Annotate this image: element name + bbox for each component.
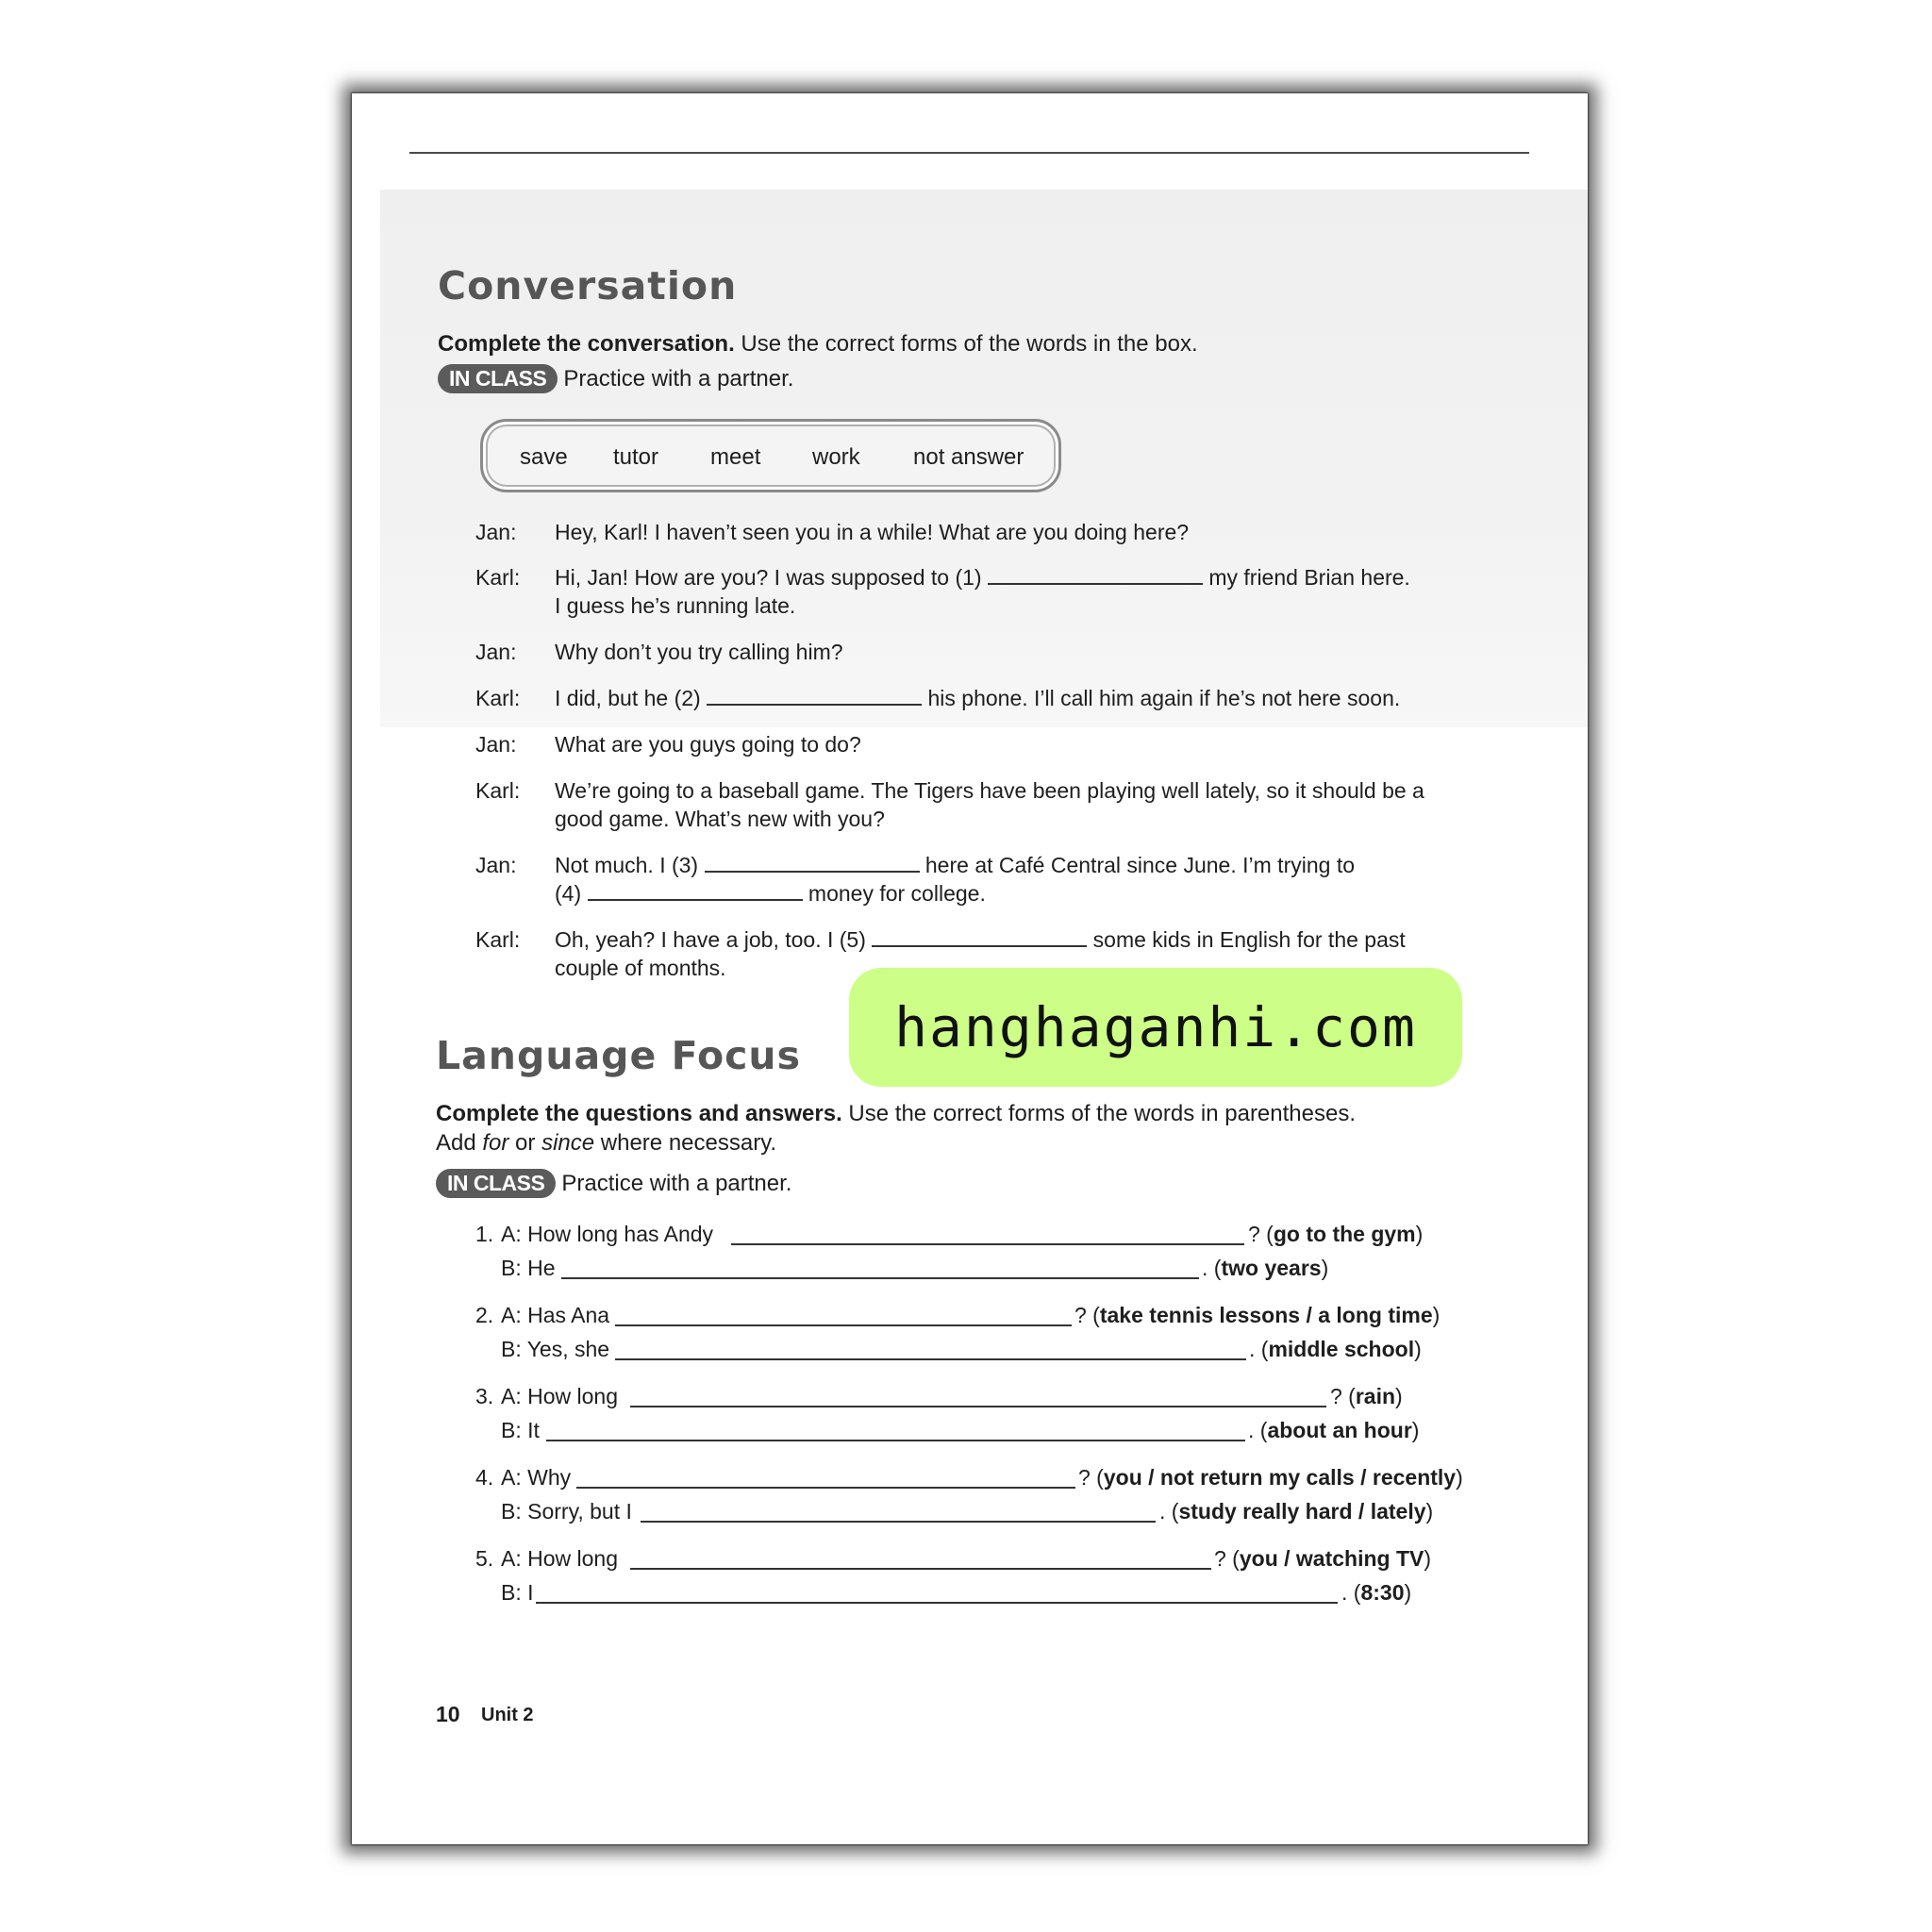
answer-line[interactable] <box>630 1568 1211 1570</box>
word-box-item: work <box>812 444 860 470</box>
conversation-title: Conversation <box>438 263 738 308</box>
speaker-label: Karl: <box>475 778 521 803</box>
hint-text: middle school <box>1268 1337 1415 1361</box>
hint-text: you / not return my calls / recently <box>1103 1465 1457 1490</box>
watermark-text: hanghaganhi.com <box>894 995 1417 1059</box>
punctuation: ? <box>1248 1222 1260 1246</box>
hint-text: go to the gym <box>1273 1222 1416 1246</box>
language-focus-title: Language Focus <box>436 1033 802 1078</box>
dialogue-line <box>555 563 1410 591</box>
dialogue-line <box>555 684 1400 712</box>
answer-line[interactable] <box>641 1521 1156 1523</box>
conversation-practice-row <box>438 364 793 393</box>
dialogue-text: money for college. <box>808 881 986 906</box>
question-b-hint: . (study really hard / lately) <box>1159 1499 1434 1524</box>
answer-line[interactable] <box>536 1602 1338 1604</box>
hint-text: take tennis lessons / a long time <box>1099 1303 1433 1327</box>
dialogue-text: Oh, yeah? I have a job, too. I (5) <box>555 927 866 952</box>
speaker-label: Jan: <box>475 853 517 877</box>
question-b-hint: . (middle school) <box>1249 1337 1422 1361</box>
language-focus-practice-row <box>436 1169 791 1198</box>
dialogue-line: Hey, Karl! I haven’t seen you in a while! What are you doing here? <box>555 520 1190 544</box>
question-a-prefix: A: How long <box>501 1384 619 1408</box>
word-box-item: meet <box>710 444 761 470</box>
question-number: 5. <box>475 1546 494 1571</box>
answer-line[interactable] <box>615 1324 1072 1326</box>
question-b-prefix: B: I <box>501 1580 534 1605</box>
instruction-text: Add <box>436 1130 483 1156</box>
dialogue-text: here at Café Central since June. I’m trying to <box>924 853 1355 877</box>
word-box-item: not answer <box>913 444 1024 470</box>
top-rule <box>409 152 1529 154</box>
practice-text: Practice with a partner. <box>561 1171 792 1196</box>
dialogue-line <box>555 879 986 908</box>
dialogue-text: my friend Brian here. <box>1208 565 1410 590</box>
conversation-instruction-bold: Complete the conversation. <box>438 331 735 357</box>
punctuation: . <box>1202 1256 1208 1280</box>
hint-text: rain <box>1355 1384 1396 1408</box>
question-number: 4. <box>475 1465 494 1490</box>
question-number: 1. <box>475 1222 494 1246</box>
question-a-hint: ? (you / watching TV) <box>1214 1546 1432 1571</box>
punctuation: ? <box>1078 1465 1091 1490</box>
dialogue-line: What are you guys going to do? <box>555 732 861 757</box>
in-class-badge: IN CLASS <box>438 364 558 393</box>
page-number: 10 <box>436 1702 460 1726</box>
language-focus-instruction-line2 <box>436 1130 776 1157</box>
answer-line[interactable] <box>546 1440 1245 1441</box>
hint-text: study really hard / lately <box>1178 1499 1426 1524</box>
word-box-item: tutor <box>613 444 659 470</box>
question-a-prefix: A: How long has Andy <box>501 1222 714 1246</box>
dialogue-line: good game. What’s new with you? <box>555 807 885 831</box>
punctuation: . <box>1249 1337 1256 1361</box>
punctuation: ? <box>1330 1384 1342 1408</box>
dialogue-line: couple of months. <box>555 956 726 980</box>
word-box <box>480 419 1061 492</box>
speaker-label: Karl: <box>475 927 521 952</box>
dialogue-line <box>555 851 1355 879</box>
instruction-since: since <box>541 1130 595 1156</box>
language-focus-instruction-rest: Use the correct forms of the words in parentheses. <box>841 1101 1357 1126</box>
conversation-instruction-rest: Use the correct forms of the words in the box. <box>734 331 1198 357</box>
answer-blank-2[interactable] <box>707 685 922 706</box>
instruction-text: or <box>508 1130 542 1156</box>
question-b-prefix: B: He <box>501 1256 556 1280</box>
question-b-prefix: B: Yes, she <box>501 1337 610 1361</box>
conversation-instruction <box>438 331 1198 358</box>
word-box-item: save <box>520 444 568 470</box>
question-number: 3. <box>475 1384 494 1408</box>
answer-blank-3[interactable] <box>705 852 920 873</box>
question-a-prefix: A: Why <box>501 1465 572 1490</box>
question-b-hint: . (two years) <box>1202 1256 1329 1280</box>
punctuation: ? <box>1214 1546 1226 1571</box>
question-a-hint: ? (take tennis lessons / a long time) <box>1074 1303 1441 1327</box>
watermark-banner <box>849 968 1462 1087</box>
question-b-prefix: B: It <box>501 1418 540 1442</box>
hint-text: you / watching TV <box>1239 1546 1424 1571</box>
question-a-hint: ? (go to the gym) <box>1248 1222 1424 1246</box>
dialogue-text: (4) <box>555 881 582 906</box>
speaker-label: Jan: <box>475 732 517 757</box>
language-focus-instruction <box>436 1101 1356 1127</box>
answer-line[interactable] <box>615 1358 1246 1360</box>
question-a-hint: ? (you / not return my calls / recently) <box>1078 1465 1463 1490</box>
question-a-prefix: A: Has Ana <box>501 1303 610 1327</box>
question-a-hint: ? (rain) <box>1330 1384 1403 1408</box>
hint-text: 8:30 <box>1360 1580 1405 1605</box>
speaker-label: Jan: <box>475 520 517 544</box>
dialogue-line: Why don’t you try calling him? <box>555 640 843 664</box>
practice-text: Practice with a partner. <box>563 366 794 391</box>
dialogue-text: his phone. I’ll call him again if he’s not here soon. <box>927 686 1401 710</box>
speaker-label: Karl: <box>475 565 521 590</box>
question-a-prefix: A: How long <box>501 1546 619 1571</box>
dialogue-line: I guess he’s running late. <box>555 593 796 618</box>
answer-line[interactable] <box>561 1277 1199 1279</box>
answer-line[interactable] <box>731 1243 1244 1245</box>
instruction-text: where necessary. <box>594 1130 777 1156</box>
instruction-for: for <box>482 1130 509 1156</box>
answer-line[interactable] <box>576 1487 1075 1489</box>
speaker-label: Jan: <box>475 640 517 664</box>
hint-text: about an hour <box>1267 1418 1412 1442</box>
in-class-badge: IN CLASS <box>436 1169 556 1198</box>
language-focus-instruction-bold: Complete the questions and answers. <box>436 1101 842 1126</box>
answer-line[interactable] <box>630 1406 1326 1407</box>
dialogue-text: some kids in English for the past <box>1092 927 1406 952</box>
dialogue-line <box>555 925 1406 954</box>
answer-blank-4[interactable] <box>588 880 803 901</box>
dialogue-text: Not much. I (3) <box>555 853 699 877</box>
question-number: 2. <box>475 1303 494 1327</box>
answer-blank-5[interactable] <box>872 926 1087 947</box>
dialogue-text: Hi, Jan! How are you? I was supposed to (1) <box>555 565 982 590</box>
punctuation: . <box>1159 1499 1166 1524</box>
question-b-hint: . (about an hour) <box>1248 1418 1420 1442</box>
speaker-label: Karl: <box>475 686 521 710</box>
punctuation: . <box>1341 1580 1348 1605</box>
question-b-prefix: B: Sorry, but I <box>501 1499 632 1524</box>
answer-blank-1[interactable] <box>988 564 1203 585</box>
unit-label: Unit 2 <box>481 1705 534 1725</box>
dialogue-text: I did, but he (2) <box>555 686 701 710</box>
question-b-hint: . (8:30) <box>1341 1580 1412 1605</box>
dialogue-line: We’re going to a baseball game. The Tigers have been playing well lately, so it should be a <box>555 778 1424 803</box>
hint-text: two years <box>1221 1256 1322 1280</box>
punctuation: ? <box>1074 1303 1087 1327</box>
punctuation: . <box>1248 1418 1255 1442</box>
